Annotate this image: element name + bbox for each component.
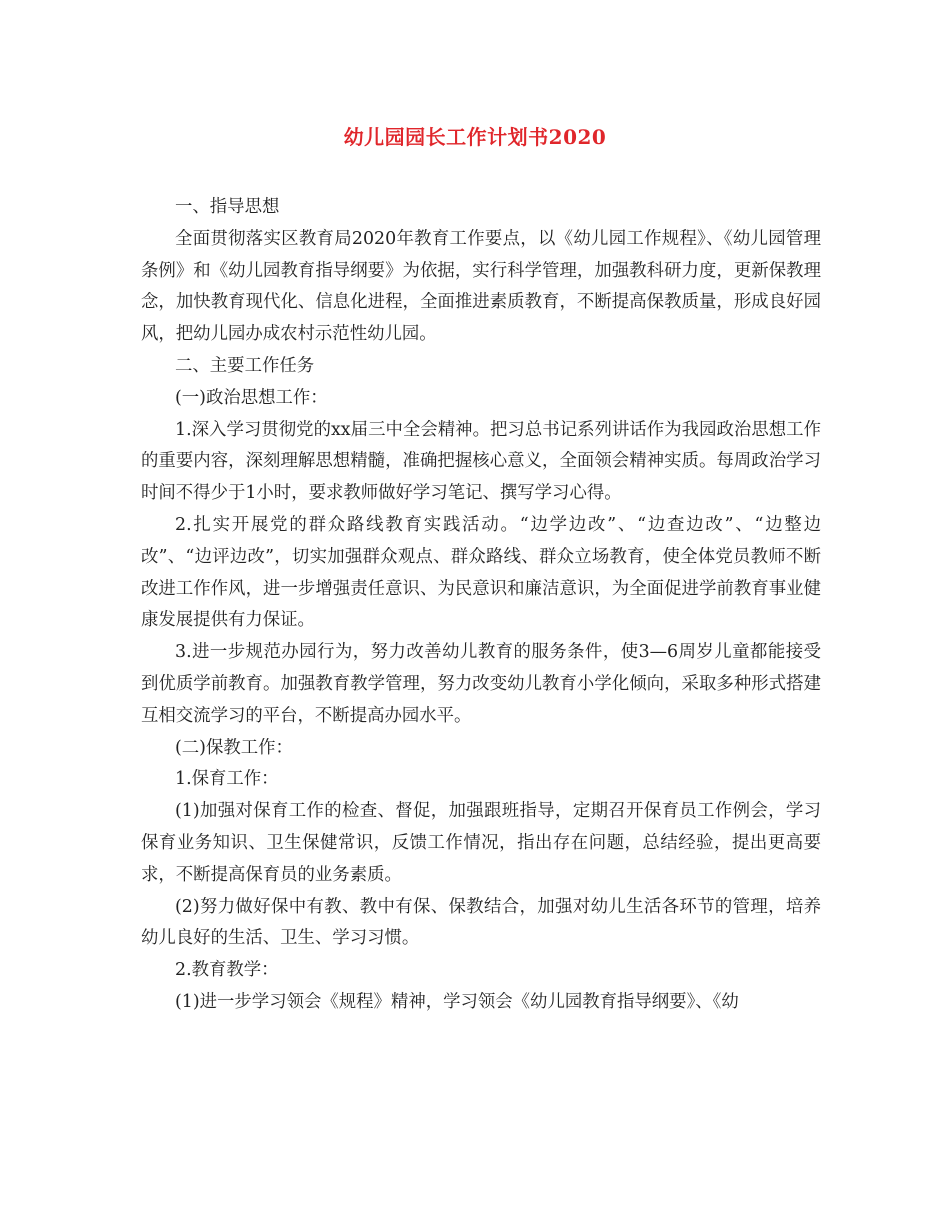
paragraph-teaching-1: (1)进一步学习领会《规程》精神，学习领会《幼儿园教育指导纲要》、《幼 bbox=[175, 991, 739, 1012]
subheading-care-work: 1.保育工作： bbox=[175, 769, 279, 790]
paragraph-item-2: 2.扎实开展党的群众路线教育实践活动。“边学边改”、“边查边改”、“边整边改”、“边评边改”，切实加强群众观点、群众路线、群众立场教育，使全体党员教师不断改进工作作风，进一步增强责任意识、为民意识和廉洁意识，为全面促进学前教育事业健康发展提供有力保证。 bbox=[141, 514, 821, 631]
subheading-teaching: 2.教育教学： bbox=[175, 960, 279, 981]
paragraph-item-1: 1.深入学习贯彻党的xx届三中全会精神。把习总书记系列讲话作为我园政治思想工作的重要内容，深刻理解思想精髓，准确把握核心意义，全面领会精神实质。每周政治学习时间不得少于1小时，要求教师做好学习笔记、撰写学习心得。 bbox=[141, 419, 821, 504]
document-title: 幼儿园园长工作计划书2020 bbox=[343, 125, 607, 149]
subsection-heading-political-work: (一)政治思想工作： bbox=[175, 387, 328, 408]
paragraph-item-3: 3.进一步规范办园行为，努力改善幼儿教育的服务条件，使3—6周岁儿童都能接受到优质学前教育。加强教育教学管理，努力改变幼儿教育小学化倾向，采取多种形式搭建互相交流学习的平台，不断提高办园水平。 bbox=[141, 642, 821, 726]
paragraph-care-1: (1)加强对保育工作的检查、督促，加强跟班指导，定期召开保育员工作例会，学习保育业务知识、卫生保健常识，反馈工作情况，指出存在问题，总结经验，提出更高要求，不断提高保育员的业务素质。 bbox=[141, 801, 821, 885]
document-body bbox=[141, 192, 821, 1019]
paragraph-care-2: (2)努力做好保中有教、教中有保、保教结合，加强对幼儿生活各环节的管理，培养幼儿良好的生活、卫生、学习习惯。 bbox=[141, 896, 821, 949]
section-heading-guiding-ideology: 一、指导思想 bbox=[175, 197, 280, 217]
paragraph-guiding-ideology: 全面贯彻落实区教育局2020年教育工作要点，以《幼儿园工作规程》、《幼儿园管理条例》和《幼儿园教育指导纲要》为依据，实行科学管理，加强教科研力度，更新保教理念，加快教育现代化、信息化进程，全面推进素质教育，不断提高保教质量，形成良好园风，把幼儿园办成农村示范性幼儿园。 bbox=[141, 228, 821, 345]
section-heading-main-tasks: 二、主要工作任务 bbox=[175, 355, 315, 376]
subsection-heading-care-education: (二)保教工作： bbox=[175, 737, 293, 758]
